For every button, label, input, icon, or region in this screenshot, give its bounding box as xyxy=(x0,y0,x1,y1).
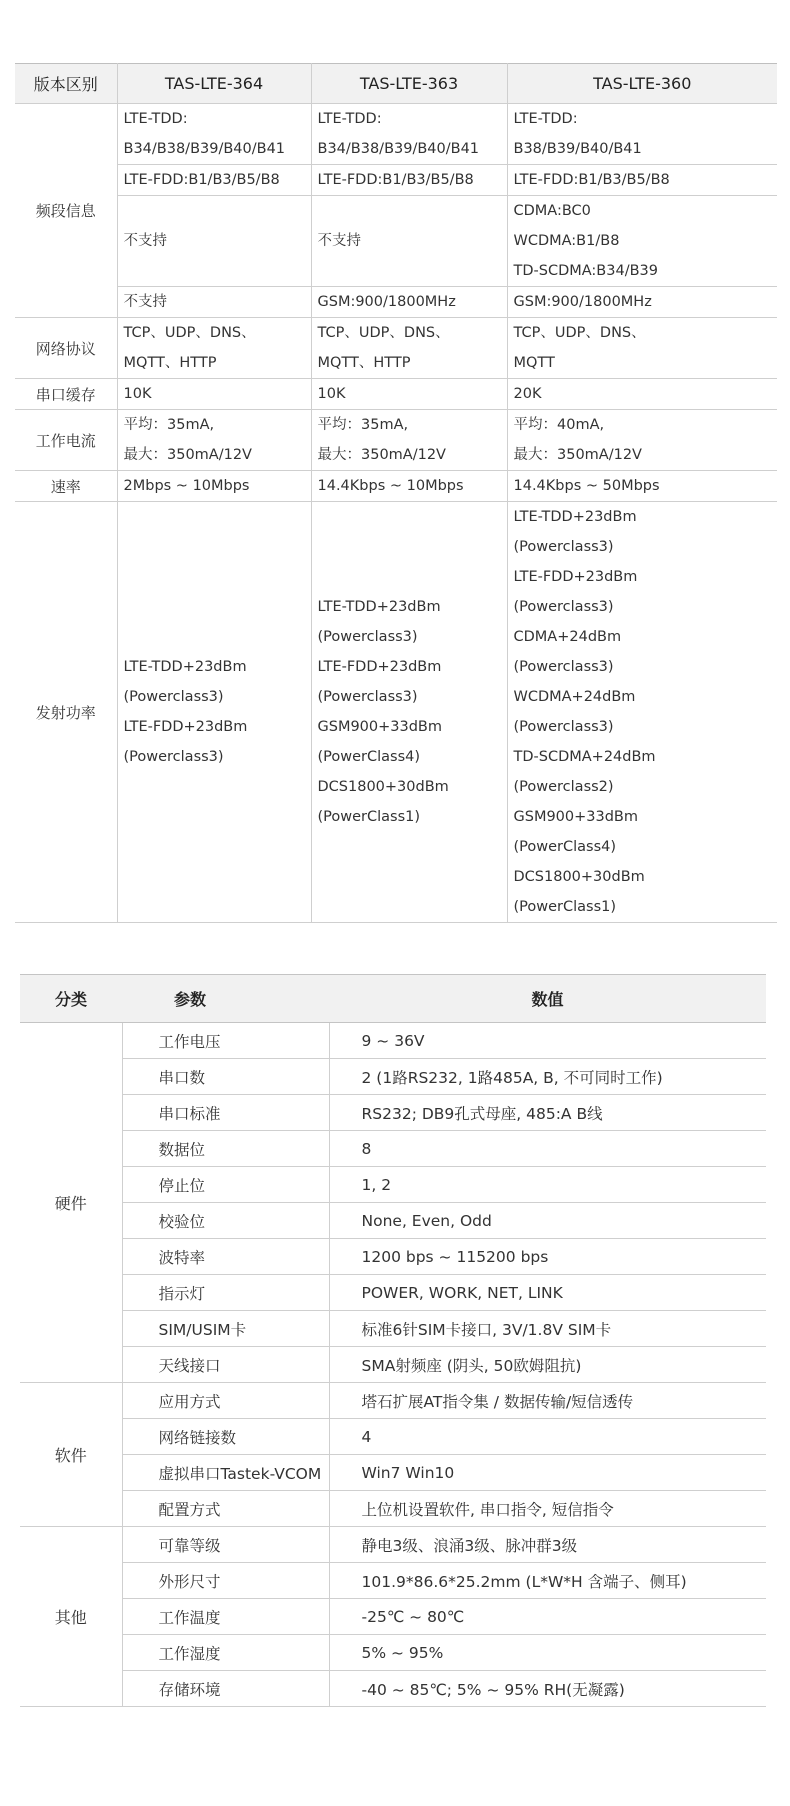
parameter-name: 指示灯 xyxy=(122,1275,329,1311)
table-cell xyxy=(507,379,777,410)
parameter-value: 2 (1路RS232, 1路485A, B, 不可同时工作) xyxy=(329,1059,766,1095)
table-cell xyxy=(311,165,507,196)
table-cell xyxy=(311,318,507,379)
cell-line: LTE-FDD:B1/B3/B5/B8 xyxy=(317,172,474,188)
cell-line: MQTT xyxy=(513,355,555,371)
table-row xyxy=(20,1347,766,1383)
table-row xyxy=(20,1383,766,1419)
table-row xyxy=(20,1455,766,1491)
row-label: 发射功率 xyxy=(15,502,117,923)
cell-line: TCP、UDP、DNS、 xyxy=(513,325,646,341)
cell-line: TD-SCDMA:B34/B39 xyxy=(513,263,658,279)
cell-line: GSM:900/1800MHz xyxy=(317,294,456,310)
cell-line: TD-SCDMA+24dBm xyxy=(513,749,656,765)
cell-line: LTE-TDD: xyxy=(123,111,188,127)
table-cell xyxy=(117,379,311,410)
cell-line: (PowerClass4) xyxy=(513,839,617,855)
cell-line: TCP、UDP、DNS、 xyxy=(123,325,256,341)
parameter-name: 停止位 xyxy=(122,1167,329,1203)
cell-line: LTE-FDD+23dBm xyxy=(317,659,442,675)
cell-line: 10K xyxy=(317,386,346,402)
table-cell xyxy=(507,104,777,165)
header-parameter: 参数 xyxy=(122,975,329,1023)
parameter-value: -25℃ ~ 80℃ xyxy=(329,1599,766,1635)
cell-line: (PowerClass1) xyxy=(317,809,421,825)
cell-line: 14.4Kbps ~ 50Mbps xyxy=(513,478,660,494)
parameter-value: SMA射频座 (阴头, 50欧姆阻抗) xyxy=(329,1347,766,1383)
cell-line: LTE-FDD:B1/B3/B5/B8 xyxy=(513,172,670,188)
cell-line: CDMA:BC0 xyxy=(513,203,591,219)
cell-line: 最大：350mA/12V xyxy=(123,447,252,463)
parameter-value: 1, 2 xyxy=(329,1167,766,1203)
parameter-value: 塔石扩展AT指令集 / 数据传输/短信透传 xyxy=(329,1383,766,1419)
cell-line: B34/B38/B39/B40/B41 xyxy=(317,141,480,157)
cell-line: DCS1800+30dBm xyxy=(513,869,645,885)
cell-line: WCDMA+24dBm xyxy=(513,689,636,705)
cell-line: (Powerclass3) xyxy=(317,629,418,645)
cell-line: WCDMA:B1/B8 xyxy=(513,233,620,249)
parameter-name: 网络链接数 xyxy=(122,1419,329,1455)
table-cell xyxy=(311,471,507,502)
cell-line: GSM900+33dBm xyxy=(513,809,639,825)
parameter-value: 8 xyxy=(329,1131,766,1167)
table-row xyxy=(15,287,777,318)
cell-line: DCS1800+30dBm xyxy=(317,779,449,795)
cell-line: (Powerclass3) xyxy=(123,749,224,765)
parameter-name: 数据位 xyxy=(122,1131,329,1167)
table-cell xyxy=(117,502,311,923)
table-row xyxy=(15,165,777,196)
table-row xyxy=(15,410,777,471)
cell-line: 最大：350mA/12V xyxy=(513,447,642,463)
table-row xyxy=(15,471,777,502)
table-cell xyxy=(117,196,311,287)
cell-line: B38/B39/B40/B41 xyxy=(513,141,642,157)
table-row xyxy=(20,1095,766,1131)
cell-line: (Powerclass3) xyxy=(513,659,614,675)
category-cell: 软件 xyxy=(20,1383,122,1527)
parameter-value: Win7 Win10 xyxy=(329,1455,766,1491)
table-cell xyxy=(117,287,311,318)
cell-line: 平均：35mA, xyxy=(317,417,409,433)
cell-line: 不支持 xyxy=(123,233,167,249)
parameter-name: 工作温度 xyxy=(122,1599,329,1635)
table-cell xyxy=(311,379,507,410)
cell-line: LTE-TDD: xyxy=(513,111,578,127)
cell-line: (Powerclass2) xyxy=(513,779,614,795)
table-row xyxy=(20,1059,766,1095)
table-row xyxy=(20,1563,766,1599)
category-cell: 其他 xyxy=(20,1527,122,1707)
table-cell xyxy=(311,502,507,923)
cell-line: 14.4Kbps ~ 10Mbps xyxy=(317,478,464,494)
cell-line: CDMA+24dBm xyxy=(513,629,622,645)
parameter-value: RS232; DB9孔式母座, 485:A B线 xyxy=(329,1095,766,1131)
parameter-name: 串口标准 xyxy=(122,1095,329,1131)
table-cell xyxy=(117,318,311,379)
cell-line: (Powerclass3) xyxy=(513,719,614,735)
parameter-name: 外形尺寸 xyxy=(122,1563,329,1599)
cell-line: GSM:900/1800MHz xyxy=(513,294,652,310)
table-row xyxy=(20,1527,766,1563)
row-label: 速率 xyxy=(15,471,117,502)
table-row xyxy=(20,1203,766,1239)
parameter-value: None, Even, Odd xyxy=(329,1203,766,1239)
parameter-name: 工作电压 xyxy=(122,1023,329,1059)
parameter-value: 1200 bps ~ 115200 bps xyxy=(329,1239,766,1275)
table-cell xyxy=(507,165,777,196)
table-cell xyxy=(507,196,777,287)
table-cell xyxy=(117,410,311,471)
table-header-row xyxy=(15,64,777,104)
parameter-value: 标准6针SIM卡接口, 3V/1.8V SIM卡 xyxy=(329,1311,766,1347)
parameter-value: 5% ~ 95% xyxy=(329,1635,766,1671)
parameter-name: 串口数 xyxy=(122,1059,329,1095)
header-value: 数值 xyxy=(329,975,766,1023)
parameter-name: 虚拟串口Tastek-VCOM xyxy=(122,1455,329,1491)
version-comparison-table xyxy=(15,63,777,923)
parameter-value: 101.9*86.6*25.2mm (L*W*H 含端子、侧耳) xyxy=(329,1563,766,1599)
table-cell xyxy=(117,104,311,165)
row-label-frequency: 频段信息 xyxy=(15,104,117,318)
cell-line: B34/B38/B39/B40/B41 xyxy=(123,141,286,157)
parameter-name: 可靠等级 xyxy=(122,1527,329,1563)
cell-line: LTE-FDD:B1/B3/B5/B8 xyxy=(123,172,280,188)
table-row xyxy=(20,1239,766,1275)
table-cell xyxy=(311,287,507,318)
table-row xyxy=(15,502,777,923)
cell-line: LTE-TDD: xyxy=(317,111,382,127)
cell-line: 不支持 xyxy=(123,294,167,310)
table-row xyxy=(20,1419,766,1455)
cell-line: 平均：40mA, xyxy=(513,417,605,433)
parameter-name: 存储环境 xyxy=(122,1671,329,1707)
cell-line: (Powerclass3) xyxy=(513,539,614,555)
parameter-value: 4 xyxy=(329,1419,766,1455)
parameter-value: 9 ~ 36V xyxy=(329,1023,766,1059)
header-model-360: TAS-LTE-360 xyxy=(507,64,777,104)
table-row xyxy=(20,1491,766,1527)
table-cell xyxy=(507,410,777,471)
parameter-name: 应用方式 xyxy=(122,1383,329,1419)
header-model-364: TAS-LTE-364 xyxy=(117,64,311,104)
parameter-name: 工作湿度 xyxy=(122,1635,329,1671)
table-row xyxy=(20,1167,766,1203)
cell-line: 平均：35mA, xyxy=(123,417,215,433)
cell-line: (Powerclass3) xyxy=(123,689,224,705)
table-row xyxy=(20,1023,766,1059)
cell-line: 20K xyxy=(513,386,542,402)
table-cell xyxy=(507,502,777,923)
parameter-name: 天线接口 xyxy=(122,1347,329,1383)
table-cell xyxy=(117,471,311,502)
row-label: 串口缓存 xyxy=(15,379,117,410)
cell-line: LTE-FDD+23dBm xyxy=(123,719,248,735)
cell-line: LTE-TDD+23dBm xyxy=(317,599,441,615)
table-row xyxy=(20,1131,766,1167)
cell-line: TCP、UDP、DNS、 xyxy=(317,325,450,341)
table-row xyxy=(15,196,777,287)
parameter-name: SIM/USIM卡 xyxy=(122,1311,329,1347)
cell-line: (PowerClass1) xyxy=(513,899,617,915)
parameter-table xyxy=(20,974,766,1707)
cell-line: LTE-TDD+23dBm xyxy=(123,659,247,675)
table-row xyxy=(20,1599,766,1635)
table-cell xyxy=(311,196,507,287)
cell-line: GSM900+33dBm xyxy=(317,719,443,735)
parameter-name: 波特率 xyxy=(122,1239,329,1275)
table-row xyxy=(15,379,777,410)
table-cell xyxy=(507,471,777,502)
table-row xyxy=(20,1311,766,1347)
cell-line: 2Mbps ~ 10Mbps xyxy=(123,478,250,494)
cell-line: 不支持 xyxy=(317,233,361,249)
parameter-name: 校验位 xyxy=(122,1203,329,1239)
table-header-row xyxy=(20,975,766,1023)
header-version-diff: 版本区别 xyxy=(15,64,117,104)
table-row xyxy=(20,1671,766,1707)
table-cell xyxy=(311,410,507,471)
cell-line: 最大：350mA/12V xyxy=(317,447,446,463)
parameter-value: -40 ~ 85℃; 5% ~ 95% RH(无凝露) xyxy=(329,1671,766,1707)
cell-line: MQTT、HTTP xyxy=(123,355,217,371)
parameter-name: 配置方式 xyxy=(122,1491,329,1527)
table-cell xyxy=(507,287,777,318)
cell-line: LTE-FDD+23dBm xyxy=(513,569,638,585)
cell-line: (Powerclass3) xyxy=(513,599,614,615)
cell-line: MQTT、HTTP xyxy=(317,355,411,371)
table-row xyxy=(20,1275,766,1311)
table-cell xyxy=(507,318,777,379)
table-row xyxy=(15,318,777,379)
parameter-value: 静电3级、浪涌3级、脉冲群3级 xyxy=(329,1527,766,1563)
table-row xyxy=(15,104,777,165)
table-cell xyxy=(311,104,507,165)
category-cell: 硬件 xyxy=(20,1023,122,1383)
cell-line: (PowerClass4) xyxy=(317,749,421,765)
header-category: 分类 xyxy=(20,975,122,1023)
header-model-363: TAS-LTE-363 xyxy=(311,64,507,104)
table-row xyxy=(20,1635,766,1671)
cell-line: LTE-TDD+23dBm xyxy=(513,509,637,525)
row-label: 网络协议 xyxy=(15,318,117,379)
cell-line: (Powerclass3) xyxy=(317,689,418,705)
table-cell xyxy=(117,165,311,196)
row-label: 工作电流 xyxy=(15,410,117,471)
cell-line: 10K xyxy=(123,386,152,402)
parameter-value: 上位机设置软件, 串口指令, 短信指令 xyxy=(329,1491,766,1527)
parameter-value: POWER, WORK, NET, LINK xyxy=(329,1275,766,1311)
